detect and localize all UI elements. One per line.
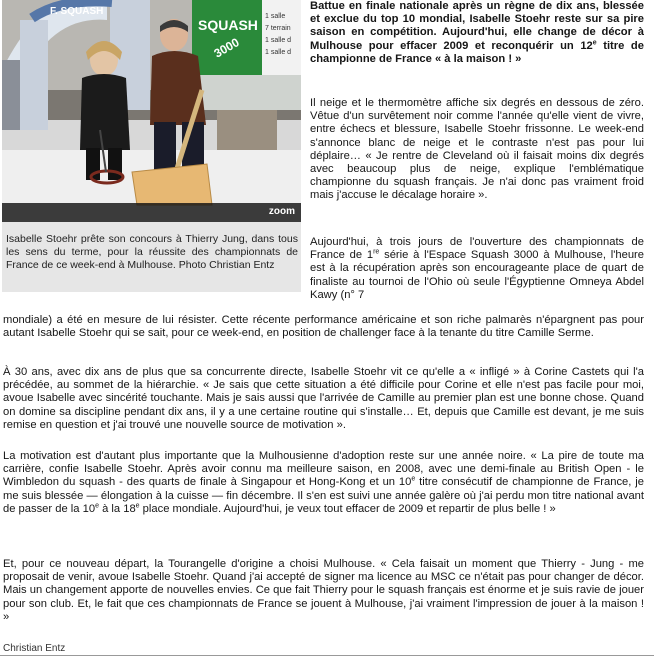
zoom-button[interactable]: zoom bbox=[268, 206, 295, 217]
sign-line-1: 1 salle bbox=[265, 13, 286, 20]
lead-paragraph bbox=[310, 0, 644, 66]
sign-brand: SQUASH bbox=[198, 17, 258, 33]
lead-text-2: titre de championne de France « à la maison ! » bbox=[310, 39, 644, 65]
paragraph-4-superscript-1: e bbox=[411, 475, 416, 483]
paragraph-4-text-c: à la 18 bbox=[98, 502, 136, 515]
paragraph-3-block bbox=[3, 366, 644, 432]
paragraph-2 bbox=[310, 236, 644, 302]
sign-number: 3000 bbox=[211, 35, 242, 61]
lead-paragraph-block bbox=[310, 0, 644, 66]
sign-line-4: 1 salle d bbox=[265, 49, 292, 56]
paragraph-3: À 30 ans, avec dix ans de plus que sa concurrente directe, Isabelle Stoehr vit ce qu'elle a « infligé » à Corine Castets qui l'a précédée, au sommet de la hiérarchie. « Je sais que cette situation a été difficile pour Corine et elle n'est pas facile pour moi, avoue Isabelle avec sincérité touchante. Mais je sais aussi que l'arrivée de Camille au premier plan est une bonne chose. Quand on domine sa discipline pendant dix ans, il y a une certaine routine qui s'installe… Et, depuis que Camille est devant, je me suis remise en question et j'ai trouvé une nouvelle source de motivation ». bbox=[3, 366, 644, 431]
paragraph-4-block bbox=[3, 450, 644, 516]
paragraph-2-superscript: re bbox=[373, 248, 380, 256]
paragraph-2-continuation-block bbox=[3, 314, 644, 340]
paragraph-2-continuation: mondiale) a été en mesure de lui résister. Cette récente performance américaine et son riche palmarès n'épargnent pas pour autant Isabelle Stoehr qui se sait, pour ce week-end, en position de challenger face à la tenante du titre Camille Serme. bbox=[3, 314, 644, 340]
photo-caption: Isabelle Stoehr prête son concours à Thierry Jung, dans tous les sens du terme, pour la réussite des championnats de France de ce week-end à Mulhouse. Photo Christian Entz bbox=[6, 233, 298, 271]
zoom-bar[interactable] bbox=[2, 203, 301, 222]
paragraph-5: Et, pour ce nouveau départ, la Tourangelle d'origine a choisi Mulhouse. « Cela faisait un moment que Thierry - Jung - me proposait de venir, avoue Isabelle Stoehr. Quand j'ai accepté de signer ma licence au MSC ce n'était pas pour changer de décor. Mais un changement apporte de nouvelles envies. Ce que fait Thierry pour le squash français est énorme et je suis ravie de jouer pour son club. Et, le fait que ces championnats de France se jouent à Mulhouse, j'ai vraiment l'impression de jouer à la maison ! » bbox=[3, 558, 644, 623]
lead-superscript: e bbox=[592, 38, 597, 46]
paragraph-4-text-b: titre consécutif de championne de France, je me suis blessée — élongation à la cuisse — fin décembre. Il s'en est suivi une année galère où j'ai perdu mon titre national avant de passer de la 10 bbox=[3, 476, 644, 515]
paragraph-2-block bbox=[310, 236, 644, 302]
photo-illustration bbox=[2, 0, 301, 222]
paragraph-2-text-a: Aujourd'hui, à trois jours de l'ouverture des championnats de France de 1 bbox=[310, 236, 644, 262]
paragraph-5-block bbox=[3, 558, 644, 624]
lead-text-1: Battue en finale nationale après un règne de dix ans, blessée et exclue du top 10 mondial, Isabelle Stoehr reste sur sa pire saison en compétition. Aujourd'hui, elle change de décor à Mulhouse pour effacer 2009 et reconquérir un 12 bbox=[310, 0, 644, 52]
paragraph-4-superscript-2: e bbox=[95, 502, 99, 510]
paragraph-4-text-a: La motivation est d'autant plus importante que la Mulhousienne d'adoption reste sur une année noire. « La pire de toute ma carrière, confie Isabelle Stoehr. Après avoir connu ma meilleure saison, en 2008, avec une demi-finale au British Open - le Wimbledon du squash - des quarts de finale à Singapour et Hong-Kong et un 10 bbox=[3, 450, 644, 489]
sign-line-3: 1 salle d bbox=[265, 37, 292, 44]
paragraph-1: Il neige et le thermomètre affiche six degrés en dessous de zéro. Vêtue d'un survêtement noir comme l'année qu'elle vient de vivre, entre échecs et blessure, Isabelle Stoehr frissonne. Le week-end s'annonce blanc de neige et le contraste n'est pas pour lui déplaire… « Je rentre de Cleveland où il faisait moins dix degrés avec beaucoup plus de neige, explique l'emblématique championne du squash français. Je n'ai donc pas vraiment froid mais j'accuse le décalage horaire ». bbox=[310, 97, 644, 202]
article-author: Christian Entz bbox=[3, 643, 66, 654]
paragraph-2-text-b: série à l'Espace Squash 3000 à Mulhouse, l'heure est à la récupération après son encourageante place de quart de finaliste au tournoi de l'Ohio où seule l'Égyptienne Omneya Abdel Kawy (n° 7 bbox=[310, 249, 644, 301]
photo-block bbox=[2, 0, 301, 292]
bottom-divider bbox=[0, 655, 654, 656]
paragraph-4 bbox=[3, 450, 644, 516]
banner-text: F. SQUASH bbox=[50, 6, 104, 17]
paragraph-1-block bbox=[310, 97, 644, 203]
paragraph-4-text-d: place mondiale. Aujourd'hui, je veux tout effacer de 2009 et repartir de plus belle ! » bbox=[139, 502, 556, 515]
article-photo[interactable] bbox=[2, 0, 301, 222]
paragraph-4-superscript-3: e bbox=[135, 502, 140, 510]
sign-line-2: 7 terrain bbox=[265, 25, 291, 32]
